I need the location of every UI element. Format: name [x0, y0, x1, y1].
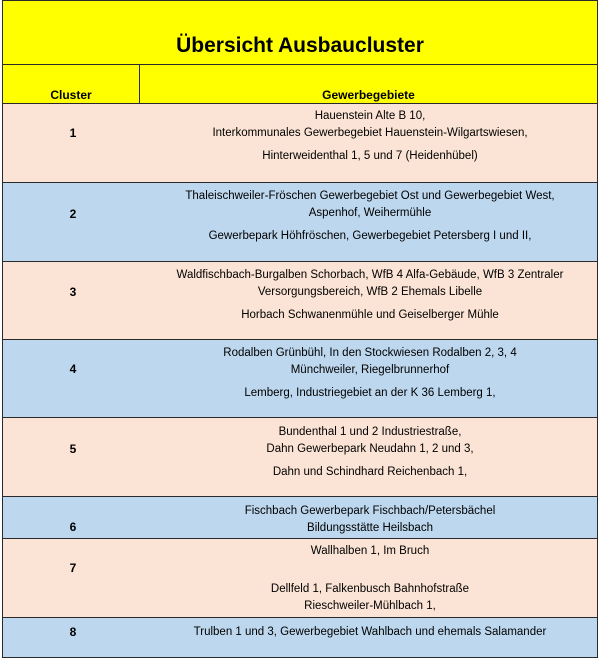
area-cell [143, 543, 597, 615]
cluster-number: 6 [69, 520, 77, 534]
cluster-number: 4 [69, 362, 77, 376]
area-line: Horbach Schwanenmühle und Geiselberger Mühle [241, 309, 499, 321]
cluster-number: 1 [69, 126, 77, 140]
area-line: Dahn Gewerbepark Neudahn 1, 2 und 3, [266, 443, 474, 455]
header-areas: Gewerbegebiete [322, 88, 415, 102]
table-row [3, 340, 597, 418]
area-line: Fischbach Gewerbepark Fischbach/Petersbächel [244, 505, 496, 517]
table-row [3, 183, 597, 262]
area-cell [143, 624, 597, 641]
area-cell [143, 267, 597, 324]
area-cell [143, 503, 597, 537]
table-row [3, 539, 597, 618]
table-row [3, 262, 597, 340]
area-line: Thaleischweiler-Fröschen Gewerbegebiet Ost und Gewerbegebiet West, [185, 190, 555, 202]
cluster-number: 3 [69, 285, 77, 299]
table-row [3, 497, 597, 539]
cluster-table [2, 0, 598, 658]
table-row [3, 418, 597, 497]
cluster-number: 2 [69, 207, 77, 221]
area-line: Bildungsstätte Heilsbach [307, 522, 433, 534]
table-row [3, 104, 597, 183]
cluster-number: 8 [69, 625, 77, 639]
table-row [3, 618, 597, 657]
area-cell [143, 188, 597, 245]
area-line: Dahn und Schindhard Reichenbach 1, [272, 466, 468, 478]
area-line: Hauenstein Alte B 10, [314, 110, 426, 122]
header-cluster: Cluster [3, 65, 140, 103]
area-line: Waldfischbach-Burgalben Schorbach, WfB 4 Alfa-Gebäude, WfB 3 Zentraler [176, 269, 564, 281]
area-cell [143, 108, 597, 165]
area-line: Münchweiler, Riegelbrunnerhof [290, 364, 450, 376]
area-line: Aspenhof, Weihermühle [308, 207, 432, 219]
area-line: Rodalben Grünbühl, In den Stockwiesen Rodalben 2, 3, 4 [223, 347, 517, 359]
table-title: Übersicht Ausbaucluster [176, 34, 424, 57]
header-row [3, 65, 597, 104]
area-cell [143, 345, 597, 402]
area-line: Wallhalben 1, Im Bruch [310, 545, 430, 557]
area-line: Interkommunales Gewerbegebiet Hauenstein-Wilgartswiesen, [212, 127, 528, 139]
area-line: Bundenthal 1 und 2 Industriestraße, [278, 426, 462, 438]
area-line: Gewerbepark Höhfröschen, Gewerbegebiet Petersberg I und II, [208, 230, 532, 242]
cluster-number: 7 [69, 561, 77, 575]
area-line: Rieschweiler-Mühlbach 1, [304, 600, 436, 612]
area-line: Versorgungsbereich, WfB 2 Ehemals Libelle [257, 286, 483, 298]
area-line: Trulben 1 und 3, Gewerbegebiet Wahlbach und ehemals Salamander [193, 626, 547, 638]
cluster-number: 5 [69, 442, 77, 456]
area-line: Lemberg, Industriegebiet an der K 36 Lemberg 1, [244, 387, 496, 399]
area-line: Hinterweidenthal 1, 5 und 7 (Heidenhübel) [262, 150, 478, 162]
area-line: Dellfeld 1, Falkenbusch Bahnhofstraße [270, 583, 470, 595]
title-row [3, 1, 597, 65]
area-cell [143, 424, 597, 481]
